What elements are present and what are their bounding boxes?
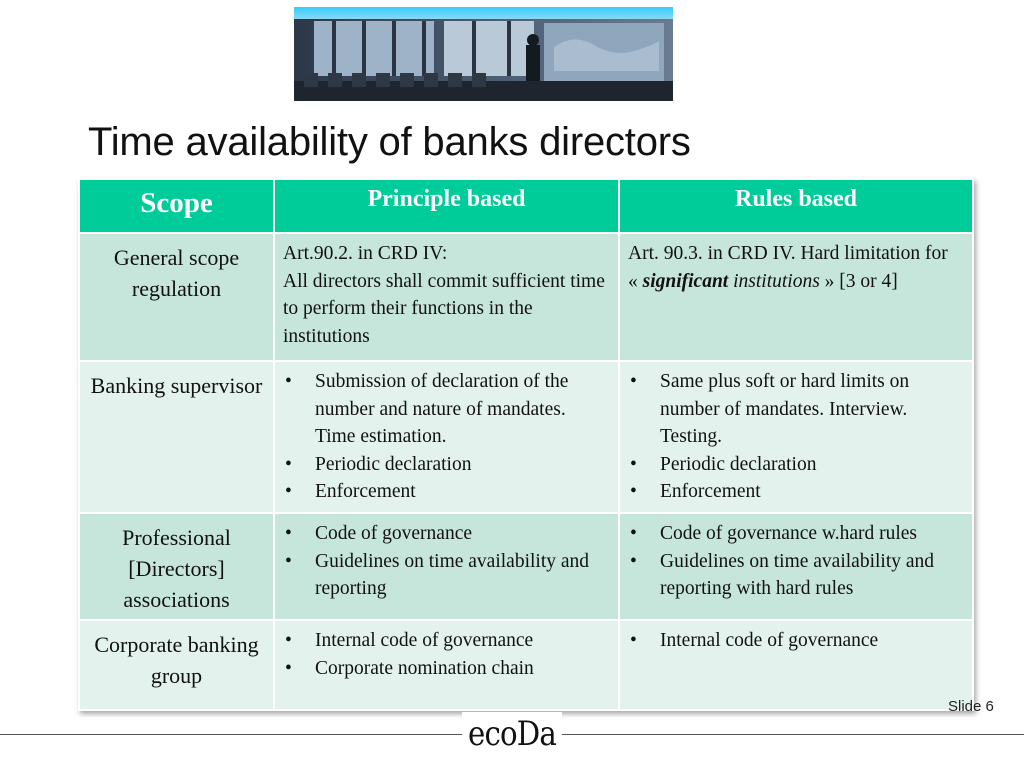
bullet-list	[628, 368, 964, 506]
table-row	[79, 233, 973, 361]
row-scope-cell: Banking supervisor	[79, 361, 274, 513]
list-item: • Enforcement	[628, 478, 964, 506]
table-header-row	[79, 179, 973, 233]
list-item: • Corporate nomination chain	[283, 655, 610, 683]
table-row	[79, 513, 973, 620]
list-item: • Code of governance	[283, 520, 610, 548]
principle-text: All directors shall commit sufficient time to perform their functions in the institutions	[283, 270, 605, 347]
list-item: • Same plus soft or hard limits on number of mandates. Interview. Testing.	[628, 368, 964, 451]
header-principle-based: Principle based	[274, 179, 619, 233]
list-item: • Code of governance w.hard rules	[628, 520, 964, 548]
slide-number: Slide 6	[948, 698, 994, 715]
rules-cell	[619, 233, 973, 361]
list-item: • Submission of declaration of the number and nature of mandates. Time estimation.	[283, 368, 610, 451]
principle-text: Art.90.2. in CRD IV:	[283, 243, 448, 264]
header-scope: Scope	[79, 179, 274, 233]
rules-cell	[619, 361, 973, 513]
list-item: • Periodic declaration	[628, 451, 964, 479]
row-scope-cell: General scope regulation	[79, 233, 274, 361]
row-scope-cell: Professional [Directors] associations	[79, 513, 274, 620]
rules-emphasis: significant	[642, 270, 729, 292]
header-rules-based: Rules based	[619, 179, 973, 233]
rules-cell	[619, 620, 973, 710]
bullet-list	[283, 368, 610, 506]
principle-cell	[274, 361, 619, 513]
bullet-list	[283, 520, 610, 603]
list-item: • Guidelines on time availability and reporting with hard rules	[628, 548, 964, 603]
bullet-list	[283, 627, 610, 682]
rules-text-start: Art. 90.3. in CRD IV. Hard limitation for «	[628, 243, 948, 292]
list-item: • Periodic declaration	[283, 451, 610, 479]
list-item: • Guidelines on time availability and reporting	[283, 548, 610, 603]
row-scope-cell: Corporate banking group	[79, 620, 274, 710]
rules-text-end: » [3 or 4]	[819, 270, 898, 292]
slide-title: Time availability of banks directors	[88, 120, 691, 164]
ecoda-logo: ecoDa	[462, 712, 562, 756]
list-item: • Internal code of governance	[628, 627, 964, 655]
bullet-list	[628, 520, 964, 603]
boardroom-photo	[294, 7, 673, 101]
comparison-table	[78, 178, 974, 711]
principle-cell	[274, 233, 619, 361]
boardroom-illustration	[294, 7, 673, 101]
principle-cell	[274, 620, 619, 710]
list-item: • Enforcement	[283, 478, 610, 506]
rules-cell	[619, 513, 973, 620]
table-row	[79, 361, 973, 513]
rules-italic: institutions	[733, 270, 820, 292]
list-item: • Internal code of governance	[283, 627, 610, 655]
table-row	[79, 620, 973, 710]
bullet-list	[628, 627, 964, 655]
principle-cell	[274, 513, 619, 620]
rules-text	[628, 240, 964, 295]
